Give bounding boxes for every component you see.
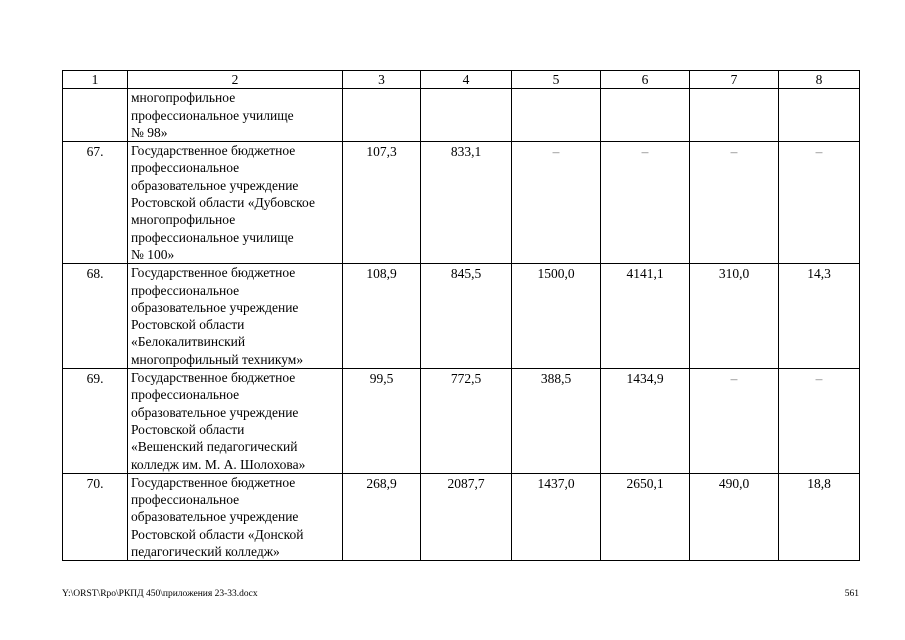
col-header-5: 5 — [512, 71, 601, 89]
value-cell-c7: – — [690, 142, 779, 264]
value-cell-c3: 268,9 — [343, 473, 421, 560]
institution-name-line: профессиональное училище — [131, 229, 294, 245]
institution-name-line: «Белокалитвинский — [131, 334, 246, 350]
value-cell-c5: – — [512, 142, 601, 264]
value-cell-c6: 1434,9 — [601, 369, 690, 474]
institution-name-line: профессиональное — [131, 282, 240, 298]
institution-name-line: Ростовской области — [131, 317, 245, 333]
value-cell-c5: 388,5 — [512, 369, 601, 474]
institution-name-line: колледж им. М. А. Шолохова» — [131, 456, 306, 472]
value-cell-c4: 833,1 — [421, 142, 512, 264]
institution-name-line: Государственное бюджетное — [131, 370, 296, 386]
institution-name-line: Ростовской области «Дубовское — [131, 195, 315, 211]
table-row — [63, 142, 860, 264]
col-header-4: 4 — [421, 71, 512, 89]
value-cell-c5: 1500,0 — [512, 264, 601, 369]
institution-name-line: профессиональное училище — [131, 107, 294, 123]
value-cell-c4: 2087,7 — [421, 473, 512, 560]
value-cell-c4: 772,5 — [421, 369, 512, 474]
institution-name-line: многопрофильное — [131, 90, 236, 106]
footer-file-path: Y:\ORST\Rpo\РКПД 450\приложения 23-33.docx — [62, 589, 258, 599]
institution-name-line: Государственное бюджетное — [131, 474, 296, 490]
footer-page-number: 561 — [844, 589, 859, 599]
institution-name-line: образовательное учреждение — [131, 404, 299, 420]
institution-name-line: Государственное бюджетное — [131, 143, 296, 159]
institution-name-line: Ростовской области — [131, 421, 245, 437]
value-cell-c4: 845,5 — [421, 264, 512, 369]
value-cell-c7: – — [690, 369, 779, 474]
institution-name-line: образовательное учреждение — [131, 299, 299, 315]
col-header-2: 2 — [128, 71, 343, 89]
institution-name-line: многопрофильный техникум» — [131, 351, 304, 367]
col-header-8: 8 — [779, 71, 860, 89]
value-cell-c6: 2650,1 — [601, 473, 690, 560]
institution-name-line: образовательное учреждение — [131, 177, 299, 193]
value-cell-c8: – — [779, 369, 860, 474]
value-cell-c3: 99,5 — [343, 369, 421, 474]
institution-name-line: педагогический колледж» — [131, 544, 280, 560]
institution-name — [128, 89, 343, 142]
row-number: 68. — [63, 264, 128, 369]
table-body — [63, 71, 860, 561]
institution-name-line: профессиональное — [131, 387, 240, 403]
institution-name-line: профессиональное — [131, 492, 240, 508]
institution-name-line: профессиональное — [131, 160, 240, 176]
row-number: 70. — [63, 473, 128, 560]
col-header-1: 1 — [63, 71, 128, 89]
institution-name-line: многопрофильное — [131, 212, 236, 228]
value-cell-c7: 490,0 — [690, 473, 779, 560]
institution-name — [128, 264, 343, 369]
value-cell-c3: 108,9 — [343, 264, 421, 369]
institution-name-line: № 100» — [131, 246, 175, 262]
institution-name-line: Государственное бюджетное — [131, 265, 296, 281]
row-number — [63, 89, 128, 142]
col-header-3: 3 — [343, 71, 421, 89]
value-cell-c7: 310,0 — [690, 264, 779, 369]
value-cell-c3: 107,3 — [343, 142, 421, 264]
value-cell-c6: 4141,1 — [601, 264, 690, 369]
col-header-6: 6 — [601, 71, 690, 89]
table-row — [63, 89, 860, 142]
value-cell-c8: – — [779, 142, 860, 264]
institution-name-line: образовательное учреждение — [131, 509, 299, 525]
col-header-7: 7 — [690, 71, 779, 89]
value-cell-c6: – — [601, 142, 690, 264]
institution-name-line: Ростовской области «Донской — [131, 526, 304, 542]
value-cell-c8 — [779, 89, 860, 142]
data-table — [62, 70, 860, 561]
value-cell-c7 — [690, 89, 779, 142]
value-cell-c6 — [601, 89, 690, 142]
value-cell-c3 — [343, 89, 421, 142]
table-row — [63, 473, 860, 560]
institution-name-line: № 98» — [131, 124, 168, 140]
institution-name — [128, 473, 343, 560]
institution-name-line: «Вешенский педагогический — [131, 439, 298, 455]
header-row — [63, 71, 860, 89]
institution-name — [128, 142, 343, 264]
table-row — [63, 264, 860, 369]
row-number: 69. — [63, 369, 128, 474]
value-cell-c5: 1437,0 — [512, 473, 601, 560]
table-row — [63, 369, 860, 474]
value-cell-c4 — [421, 89, 512, 142]
value-cell-c5 — [512, 89, 601, 142]
value-cell-c8: 14,3 — [779, 264, 860, 369]
value-cell-c8: 18,8 — [779, 473, 860, 560]
row-number: 67. — [63, 142, 128, 264]
institution-name — [128, 369, 343, 474]
